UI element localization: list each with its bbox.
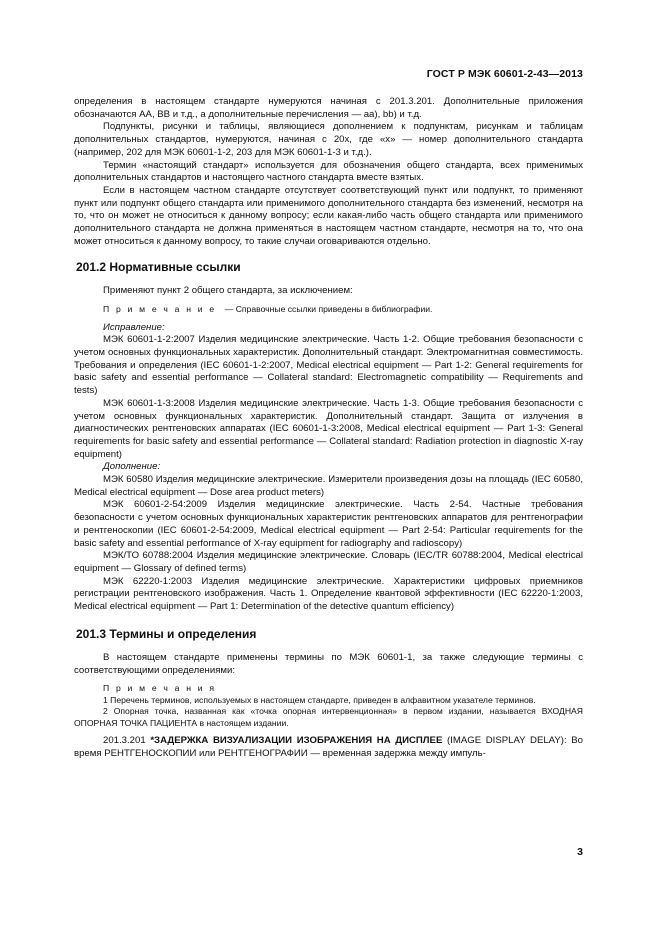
- additions-label: [74, 461, 583, 474]
- note-label: П р и м е ч а н и е: [103, 304, 217, 315]
- corrections-label-text: Исправление:: [103, 321, 165, 333]
- correction-ref-1: МЭК 60601-1-2:2007 Изделия медицинские электрические. Часть 1-2. Общие требования безопасности с учетом основных функциональных характеристик. Дополнительный стандарт. Электромагнитная совместимость. Требования и определения (IEC 60601-1-2:2007, Medical electrical equipment — Part 1-2: General requirements for basic safety and essential performance — Collateral standard: Electromagnetic compatibility — Requirements and tests): [74, 334, 583, 397]
- normative-note: [74, 304, 583, 316]
- terms-note-1: 1 Перечень терминов, используемых в настоящем стандарте, приведен в алфавитном указателе терминов.: [103, 694, 536, 705]
- addition-ref-2: МЭК 60601-2-54:2009 Изделия медицинские электрические. Часть 2-54. Частные требования безопасности с учетом основных функциональных характеристик рентгеновских аппаратов для рентгенографии и рентгеноскопии (IEC 60601-2-54:2009, Medical electrical equipment — Part 2-54: Particular requirements for the basic safety and essential performance of X-ray equipment for radiography and radioscopy): [74, 499, 583, 549]
- normative-lead: Применяют пункт 2 общего стандарта, за исключением:: [103, 285, 353, 297]
- terms-notes-label-text: П р и м е ч а н и я: [103, 683, 217, 694]
- intro-paragraph-1: определения в настоящем стандарте нумеруются начиная с 201.3.201. Дополнительные приложения обозначаются АА, ВВ и т.д., а дополнительные перечисления — аа), bb) и т.д.: [74, 96, 583, 120]
- page-number: 3: [577, 846, 583, 858]
- addition-ref-3: МЭК/ТО 60788:2004 Изделия медицинские электрические. Словарь (IEC/TR 60788:2004, Medical electrical equipment — Glossary of defined terms): [74, 550, 583, 574]
- correction-ref-2: МЭК 60601-1-3:2008 Изделия медицинские электрические. Часть 1-3. Общие требования безопасности с учетом основных функциональных характеристик. Дополнительный стандарт. Защита от излучения в диагностических рентгеновских аппаратах (IEC 60601-1-3:2008, Medical electrical equipment — Part 1-3: General requirements for basic safety and essential performance — Collateral standard: Radiation protection in diagnostic X-ray equipment): [74, 397, 583, 460]
- terms-notes-label: [74, 683, 583, 695]
- addition-ref-4: МЭК 62220-1:2003 Изделия медицинские электрические. Характеристики цифровых приемников регистрации рентгеновского изображения. Часть 1. Определение квантовой эффективности (IEC 62220-1:2003, Medical electrical equipment — Part 1: Determination of the detective quantum efficiency): [74, 575, 583, 613]
- intro-paragraph-2: Подпункты, рисунки и таблицы, являющиеся дополнением к подпунктам, рисункам и таблицам дополнительных стандартов, нумеруются, начиная с 20x, где «x» — номер дополнительного стандарта (например, 202 для МЭК 60601-1-2, 203 для МЭК 60601-1-3 и т.д.).: [74, 121, 583, 158]
- addition-ref-1: МЭК 60580 Изделия медицинские электрические. Измерители произведения дозы на площадь (IEC 60580, Medical electrical equipment — Dose area product meters): [74, 474, 583, 498]
- standard-header: ГОСТ Р МЭК 60601-2-43—2013: [426, 68, 583, 80]
- corrections-label: [74, 322, 583, 335]
- document-body: [74, 96, 583, 761]
- term-definition-text: (IMAGE DISPLAY DELAY): Во время РЕНТГЕНОСКОПИИ или РЕНТГЕНОГРАФИИ — временная задержка между импуль-: [74, 735, 583, 759]
- intro-paragraph-3: Термин «настоящий стандарт» используется для обозначения общего стандарта, всех применимых дополнительных стандартов и настоящего частного стандарта вместе взятых.: [74, 159, 583, 184]
- section-heading-terms: 201.3 Термины и определения: [76, 626, 257, 641]
- term-name: *ЗАДЕРЖКА ВИЗУАЛИЗАЦИИ ИЗОБРАЖЕНИЯ НА ДИСПЛЕЕ: [150, 735, 443, 747]
- intro-paragraph-4: Если в настоящем частном стандарте отсутствует соответствующий пункт или подпункт, то применяют пункт или подпункт общего стандарта или применимого дополнительного стандарта без изменений, несмотря на то, что он может не относиться к данному вопросу; если какая-либо часть общего стандарта или применимого дополнительного стандарта не должна применяться в настоящем частном стандарте, несмотря на то, что она может относиться к данному вопросу, то такие случаи оговариваются отдельно.: [74, 184, 583, 247]
- section-heading-normative-references: 201.2 Нормативные ссылки: [76, 260, 241, 275]
- note-text: — Справочные ссылки приведены в библиографии.: [224, 304, 433, 315]
- terms-lead: В настоящем стандарте применены термины по МЭК 60601-1, за также следующие термины с соответствующими определениями:: [74, 651, 583, 676]
- terms-note-2: 2 Опорная точка, названная как «точка опорная интервенционная» в первом издании, называется ВХОДНАЯ ОПОРНАЯ ТОЧКА ПАЦИЕНТА в настоящем издании.: [74, 706, 583, 728]
- additions-label-text: Дополнение:: [103, 461, 161, 473]
- term-number: 201.3.201: [103, 735, 146, 747]
- term-definition: [74, 735, 583, 760]
